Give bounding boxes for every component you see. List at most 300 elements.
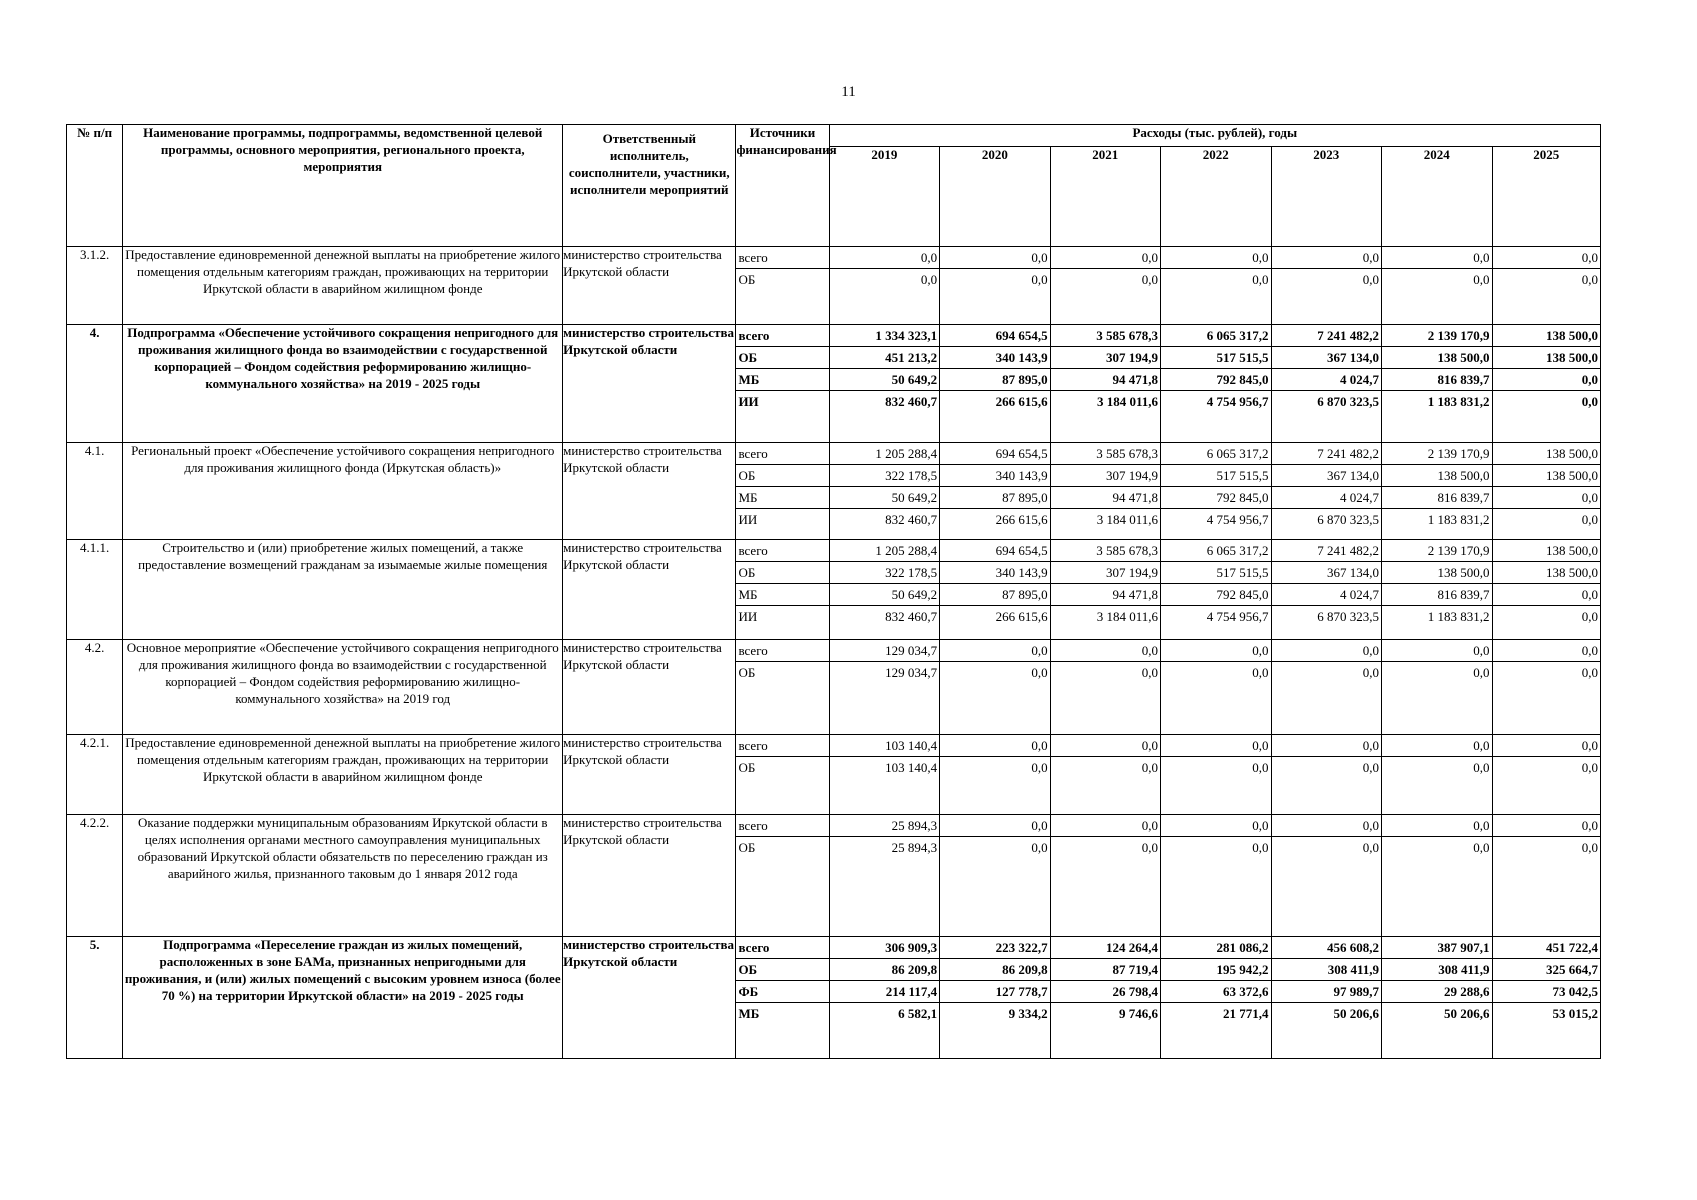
year-values	[829, 640, 939, 735]
expense-value: 138 500,0	[1493, 562, 1601, 584]
expense-value: 124 264,4	[1051, 937, 1160, 959]
funding-source: ОБ	[738, 840, 756, 855]
expense-value: 0,0	[1252, 665, 1269, 680]
year-values	[1050, 735, 1160, 815]
funding-source: ОБ	[736, 959, 828, 981]
row-executor: министерство строительства Иркутской области	[563, 247, 736, 325]
expense-value: 4 754 956,7	[1206, 512, 1269, 527]
table-row	[67, 247, 1601, 325]
expense-value: 138 500,0	[1382, 465, 1491, 487]
table-row	[67, 735, 1601, 815]
expense-value: 694 654,5	[940, 325, 1049, 347]
expense-value: 694 654,5	[940, 540, 1049, 562]
expense-value: 129 034,7	[885, 665, 938, 680]
expense-value: 0,0	[1161, 815, 1270, 837]
row-number: 3.1.2.	[67, 247, 123, 325]
year-values	[1161, 443, 1271, 540]
header-source: Источники финансирования	[736, 125, 829, 247]
expense-value: 0,0	[940, 815, 1049, 837]
row-executor: министерство строительства Иркутской области	[563, 937, 736, 1059]
row-name: Подпрограмма «Обеспечение устойчивого сокращения непригодного для проживания жилищного фонда во взаимодействии с государственной корпорацией – Фондом содействия реформированию жилищно-коммунального хозяйства» на 2019 - 2025 годы	[123, 325, 563, 443]
year-values	[1271, 937, 1381, 1059]
expense-value: 456 608,2	[1272, 937, 1381, 959]
table-row	[67, 640, 1601, 735]
table-row	[67, 325, 1601, 443]
expense-value: 322 178,5	[830, 465, 939, 487]
funding-source: ОБ	[736, 562, 828, 584]
table-body	[67, 247, 1601, 1059]
expense-value: 0,0	[1141, 665, 1159, 680]
expense-value: 325 664,7	[1493, 959, 1601, 981]
expense-value: 86 209,8	[940, 959, 1049, 981]
expense-value: 517 515,5	[1161, 465, 1270, 487]
year-values	[1271, 443, 1381, 540]
expense-value: 340 143,9	[940, 347, 1049, 369]
row-sources	[736, 325, 829, 443]
expense-value: 86 209,8	[830, 959, 939, 981]
expense-value: 223 322,7	[940, 937, 1049, 959]
expense-value: 0,0	[1382, 247, 1491, 269]
row-number: 4.2.2.	[67, 815, 123, 937]
expense-value: 7 241 482,2	[1272, 443, 1381, 465]
expense-value: 9 746,6	[1119, 1006, 1159, 1021]
row-name: Региональный проект «Обеспечение устойчивого сокращения непригодного для проживания жилищного фонда (Иркутская область)»	[123, 443, 563, 540]
funding-source: ОБ	[736, 347, 828, 369]
expense-value: 53 015,2	[1552, 1006, 1598, 1021]
funding-source: ОБ	[736, 465, 828, 487]
expense-value: 0,0	[1581, 394, 1598, 409]
expense-value: 94 471,8	[1051, 584, 1160, 606]
expense-value: 50 649,2	[830, 487, 939, 509]
year-values	[1050, 443, 1160, 540]
year-values	[1382, 247, 1492, 325]
year-values	[1161, 815, 1271, 937]
expense-value: 307 194,9	[1051, 465, 1160, 487]
expense-value: 0,0	[1272, 815, 1381, 837]
header-expenses: Расходы (тыс. рублей), годы	[829, 125, 1600, 147]
expense-value: 0,0	[1493, 640, 1601, 662]
year-values	[829, 815, 939, 937]
expense-value: 0,0	[1493, 487, 1601, 509]
expense-value: 3 585 678,3	[1051, 325, 1160, 347]
expense-value: 451 722,4	[1493, 937, 1601, 959]
year-values	[1492, 640, 1601, 735]
expense-value: 0,0	[1051, 815, 1160, 837]
expense-value: 0,0	[1051, 640, 1160, 662]
expense-value: 816 839,7	[1382, 584, 1491, 606]
expense-value: 0,0	[1581, 512, 1598, 527]
header-executor: Ответственный исполнитель, соисполнители, участники, исполнители мероприятий	[563, 125, 736, 247]
row-number: 4.2.	[67, 640, 123, 735]
year-values	[1382, 937, 1492, 1059]
year-values	[1050, 325, 1160, 443]
expense-value: 21 771,4	[1223, 1006, 1269, 1021]
header-year: 2021	[1050, 147, 1160, 247]
expense-value: 2 139 170,9	[1382, 443, 1491, 465]
year-values	[1492, 443, 1601, 540]
header-year: 2024	[1382, 147, 1492, 247]
year-values	[940, 325, 1050, 443]
expense-value: 6 582,1	[898, 1006, 938, 1021]
expense-value: 266 615,6	[995, 512, 1048, 527]
expense-value: 0,0	[1493, 369, 1601, 391]
expense-value: 6 870 323,5	[1317, 394, 1380, 409]
expense-value: 0,0	[1031, 272, 1048, 287]
row-name: Строительство и (или) приобретение жилых помещений, а также предоставление возмещений гражданам за изымаемые жилые помещения	[123, 540, 563, 640]
expense-value: 694 654,5	[940, 443, 1049, 465]
expense-value: 50 206,6	[1444, 1006, 1490, 1021]
year-values	[829, 247, 939, 325]
expense-value: 307 194,9	[1051, 347, 1160, 369]
year-values	[1492, 325, 1601, 443]
expense-value: 6 870 323,5	[1317, 512, 1380, 527]
expense-value: 3 585 678,3	[1051, 540, 1160, 562]
expense-value: 1 183 831,2	[1427, 609, 1490, 624]
expense-value: 0,0	[1362, 665, 1380, 680]
expense-value: 266 615,6	[995, 394, 1048, 409]
expense-value: 0,0	[1581, 272, 1598, 287]
row-name: Предоставление единовременной денежной выплаты на приобретение жилого помещения отдельным категориям граждан, проживающих на территории Иркутской области в аварийном жилищном фонде	[123, 247, 563, 325]
year-values	[829, 443, 939, 540]
year-values	[1271, 540, 1381, 640]
expense-value: 138 500,0	[1382, 562, 1491, 584]
funding-source: ИИ	[738, 394, 759, 409]
year-values	[1271, 247, 1381, 325]
expense-value: 0,0	[830, 247, 939, 269]
expense-value: 0,0	[1252, 760, 1269, 775]
expense-value: 0,0	[1051, 735, 1160, 757]
year-values	[1271, 815, 1381, 937]
year-values	[1382, 640, 1492, 735]
funding-source: всего	[736, 735, 828, 757]
expense-value: 0,0	[1493, 735, 1601, 757]
expense-value: 0,0	[1581, 609, 1598, 624]
expenses-table	[66, 124, 1601, 1059]
year-values	[1050, 937, 1160, 1059]
expense-value: 367 134,0	[1272, 562, 1381, 584]
expense-value: 129 034,7	[830, 640, 939, 662]
table-row	[67, 540, 1601, 640]
expense-value: 6 065 317,2	[1161, 443, 1270, 465]
funding-source: всего	[736, 540, 828, 562]
funding-source: ОБ	[738, 272, 756, 287]
row-number: 4.2.1.	[67, 735, 123, 815]
year-values	[1492, 735, 1601, 815]
expense-value: 0,0	[1161, 735, 1270, 757]
expense-value: 87 719,4	[1051, 959, 1160, 981]
row-sources	[736, 540, 829, 640]
expense-value: 266 615,6	[995, 609, 1048, 624]
funding-source: ФБ	[736, 981, 828, 1003]
year-values	[1382, 443, 1492, 540]
year-values	[940, 247, 1050, 325]
expense-value: 6 870 323,5	[1317, 609, 1380, 624]
funding-source: ИИ	[738, 609, 758, 624]
expense-value: 94 471,8	[1051, 369, 1160, 391]
row-executor: министерство строительства Иркутской области	[563, 640, 736, 735]
year-values	[940, 735, 1050, 815]
expense-value: 0,0	[1031, 665, 1048, 680]
expense-value: 138 500,0	[1493, 465, 1601, 487]
funding-source: ИИ	[738, 512, 758, 527]
year-values	[1382, 735, 1492, 815]
expense-value: 4 024,7	[1272, 369, 1381, 391]
year-values	[1050, 815, 1160, 937]
year-values	[1382, 540, 1492, 640]
expense-value: 63 372,6	[1161, 981, 1270, 1003]
expense-value: 103 140,4	[885, 760, 938, 775]
funding-source: МБ	[736, 487, 828, 509]
year-values	[1161, 735, 1271, 815]
expense-value: 340 143,9	[940, 465, 1049, 487]
expense-value: 138 500,0	[1382, 347, 1491, 369]
expense-value: 214 117,4	[830, 981, 939, 1003]
year-values	[829, 540, 939, 640]
page-number: 11	[841, 84, 856, 100]
expense-value: 50 206,6	[1333, 1006, 1380, 1021]
expense-value: 308 411,9	[1272, 959, 1381, 981]
expense-value: 25 894,3	[891, 840, 938, 855]
row-sources	[736, 443, 829, 540]
table-row	[67, 443, 1601, 540]
row-name: Основное мероприятие «Обеспечение устойчивого сокращения непригодного для проживания жилищного фонда во взаимодействии с государственной корпорацией – Фондом содействия реформированию жилищно-коммунального хозяйства» на 2019 год	[123, 640, 563, 735]
expense-value: 0,0	[1362, 760, 1380, 775]
expense-value: 73 042,5	[1493, 981, 1601, 1003]
header-num: № п/п	[67, 125, 123, 247]
year-values	[1161, 247, 1271, 325]
expense-value: 1 334 323,1	[830, 325, 939, 347]
row-name: Предоставление единовременной денежной выплаты на приобретение жилого помещения отдельным категориям граждан, проживающих на территории Иркутской области в аварийном жилищном фонде	[123, 735, 563, 815]
expense-value: 792 845,0	[1161, 369, 1270, 391]
year-values	[1050, 540, 1160, 640]
expense-value: 25 894,3	[830, 815, 939, 837]
expense-value: 367 134,0	[1272, 347, 1381, 369]
expense-value: 138 500,0	[1493, 325, 1601, 347]
expense-value: 0,0	[1473, 840, 1490, 855]
expense-value: 3 184 011,6	[1096, 609, 1159, 624]
funding-source: всего	[736, 247, 828, 269]
year-values	[940, 937, 1050, 1059]
expense-value: 0,0	[1581, 665, 1598, 680]
expense-value: 4 754 956,7	[1206, 609, 1269, 624]
expense-value: 6 065 317,2	[1161, 325, 1270, 347]
expense-value: 1 205 288,4	[830, 540, 939, 562]
expense-value: 29 288,6	[1382, 981, 1491, 1003]
funding-source: МБ	[738, 1006, 760, 1021]
row-sources	[736, 937, 829, 1059]
year-values	[940, 815, 1050, 937]
table-row	[67, 815, 1601, 937]
expense-value: 0,0	[920, 272, 938, 287]
expense-value: 138 500,0	[1493, 540, 1601, 562]
year-values	[1161, 540, 1271, 640]
funding-source: МБ	[736, 369, 828, 391]
row-name: Подпрограмма «Переселение граждан из жилых помещений, расположенных в зоне БАМа, признанных непригодными для проживания, и (или) жилых помещений с высоким уровнем износа (более 70 %) на территории Иркутской области» на 2019 - 2025 годы	[123, 937, 563, 1059]
header-year: 2022	[1161, 147, 1271, 247]
expense-value: 832 460,7	[885, 394, 938, 409]
header-name: Наименование программы, подпрограммы, ведомственной целевой программы, основного мероприятия, регионального проекта, мероприятия	[123, 125, 563, 247]
expense-value: 0,0	[1252, 840, 1269, 855]
row-sources	[736, 735, 829, 815]
expense-value: 50 649,2	[830, 584, 939, 606]
expense-value: 97 989,7	[1272, 981, 1381, 1003]
expense-value: 306 909,3	[830, 937, 939, 959]
expense-value: 322 178,5	[830, 562, 939, 584]
year-values	[1492, 247, 1601, 325]
expense-value: 4 024,7	[1272, 584, 1381, 606]
expense-value: 0,0	[1473, 665, 1490, 680]
expense-value: 50 649,2	[830, 369, 939, 391]
year-values	[1161, 937, 1271, 1059]
expense-value: 367 134,0	[1272, 465, 1381, 487]
expense-value: 138 500,0	[1493, 443, 1601, 465]
expense-value: 94 471,8	[1051, 487, 1160, 509]
year-values	[940, 540, 1050, 640]
expense-value: 0,0	[1473, 272, 1490, 287]
expense-value: 138 500,0	[1493, 347, 1601, 369]
expense-value: 1 183 831,2	[1427, 512, 1490, 527]
expense-value: 1 205 288,4	[830, 443, 939, 465]
year-values	[1161, 640, 1271, 735]
expense-value: 9 334,2	[1008, 1006, 1048, 1021]
year-values	[1050, 247, 1160, 325]
expense-value: 0,0	[1252, 272, 1269, 287]
expense-value: 0,0	[1473, 760, 1490, 775]
header-year: 2019	[829, 147, 939, 247]
table-row	[67, 937, 1601, 1059]
expense-value: 308 411,9	[1382, 959, 1491, 981]
expense-value: 0,0	[1362, 840, 1380, 855]
row-executor: министерство строительства Иркутской области	[563, 443, 736, 540]
expense-value: 2 139 170,9	[1382, 540, 1491, 562]
row-sources	[736, 640, 829, 735]
funding-source: ОБ	[738, 665, 756, 680]
funding-source: ОБ	[738, 760, 756, 775]
expense-value: 0,0	[1031, 840, 1048, 855]
expense-value: 4 024,7	[1272, 487, 1381, 509]
funding-source: всего	[736, 443, 828, 465]
year-values	[940, 640, 1050, 735]
row-executor: министерство строительства Иркутской области	[563, 325, 736, 443]
year-values	[1271, 735, 1381, 815]
funding-source: МБ	[736, 584, 828, 606]
row-sources	[736, 815, 829, 937]
expense-value: 0,0	[1493, 584, 1601, 606]
expense-value: 387 907,1	[1382, 937, 1491, 959]
row-executor: министерство строительства Иркутской области	[563, 815, 736, 937]
expense-value: 816 839,7	[1382, 487, 1491, 509]
expense-value: 0,0	[1382, 815, 1491, 837]
expense-value: 281 086,2	[1161, 937, 1270, 959]
expense-value: 6 065 317,2	[1161, 540, 1270, 562]
funding-source: всего	[736, 815, 828, 837]
expense-value: 832 460,7	[885, 609, 938, 624]
expense-value: 103 140,4	[830, 735, 939, 757]
row-executor: министерство строительства Иркутской области	[563, 735, 736, 815]
expense-value: 0,0	[1141, 760, 1159, 775]
row-sources	[736, 247, 829, 325]
expense-value: 26 798,4	[1051, 981, 1160, 1003]
year-values	[1492, 815, 1601, 937]
year-values	[1271, 640, 1381, 735]
expense-value: 0,0	[1272, 640, 1381, 662]
expense-value: 340 143,9	[940, 562, 1049, 584]
row-name: Оказание поддержки муниципальным образованиям Иркутской области в целях исполнения органами местного самоуправления муниципальных образований Иркутской области обязательств по переселению граждан из аварийного жилья, признанного таковым до 1 января 2012 года	[123, 815, 563, 937]
expense-value: 4 754 956,7	[1206, 394, 1269, 409]
expense-value: 0,0	[1382, 735, 1491, 757]
expense-value: 307 194,9	[1051, 562, 1160, 584]
row-number: 4.1.1.	[67, 540, 123, 640]
year-values	[1492, 540, 1601, 640]
expense-value: 0,0	[1362, 272, 1380, 287]
expense-value: 0,0	[1272, 247, 1381, 269]
expense-value: 792 845,0	[1161, 584, 1270, 606]
year-values	[829, 937, 939, 1059]
expense-value: 792 845,0	[1161, 487, 1270, 509]
row-executor: министерство строительства Иркутской области	[563, 540, 736, 640]
header-year: 2025	[1492, 147, 1601, 247]
row-number: 4.	[67, 325, 123, 443]
expense-value: 195 942,2	[1161, 959, 1270, 981]
expense-value: 2 139 170,9	[1382, 325, 1491, 347]
year-values	[1050, 640, 1160, 735]
row-number: 5.	[67, 937, 123, 1059]
year-values	[829, 325, 939, 443]
expense-value: 1 183 831,2	[1427, 394, 1490, 409]
year-values	[940, 443, 1050, 540]
expense-value: 0,0	[1051, 247, 1160, 269]
year-values	[1161, 325, 1271, 443]
expense-value: 127 778,7	[940, 981, 1049, 1003]
expense-value: 7 241 482,2	[1272, 540, 1381, 562]
expense-value: 0,0	[1493, 247, 1601, 269]
year-values	[1492, 937, 1601, 1059]
expense-value: 0,0	[1581, 760, 1598, 775]
expense-value: 87 895,0	[940, 584, 1049, 606]
expense-value: 0,0	[1141, 840, 1159, 855]
funding-source: всего	[736, 937, 828, 959]
expense-value: 0,0	[1161, 247, 1270, 269]
expense-value: 0,0	[1581, 840, 1598, 855]
expense-value: 0,0	[940, 735, 1049, 757]
row-number: 4.1.	[67, 443, 123, 540]
year-values	[1271, 325, 1381, 443]
funding-source: всего	[736, 640, 828, 662]
expense-value: 0,0	[1141, 272, 1159, 287]
year-values	[1382, 325, 1492, 443]
expense-value: 517 515,5	[1161, 347, 1270, 369]
header-year: 2023	[1271, 147, 1381, 247]
expense-value: 7 241 482,2	[1272, 325, 1381, 347]
year-values	[829, 735, 939, 815]
header-year: 2020	[940, 147, 1050, 247]
expense-value: 87 895,0	[940, 369, 1049, 391]
expense-value: 0,0	[1161, 640, 1270, 662]
expense-value: 0,0	[1493, 815, 1601, 837]
year-values	[1382, 815, 1492, 937]
expense-value: 816 839,7	[1382, 369, 1491, 391]
expense-value: 517 515,5	[1161, 562, 1270, 584]
expense-value: 0,0	[1382, 640, 1491, 662]
expense-value: 451 213,2	[830, 347, 939, 369]
expense-value: 3 184 011,6	[1097, 394, 1159, 409]
expense-value: 0,0	[1031, 760, 1048, 775]
expense-value: 3 585 678,3	[1051, 443, 1160, 465]
expense-value: 832 460,7	[885, 512, 938, 527]
expense-value: 0,0	[940, 247, 1049, 269]
expense-value: 3 184 011,6	[1096, 512, 1159, 527]
funding-source: всего	[736, 325, 828, 347]
